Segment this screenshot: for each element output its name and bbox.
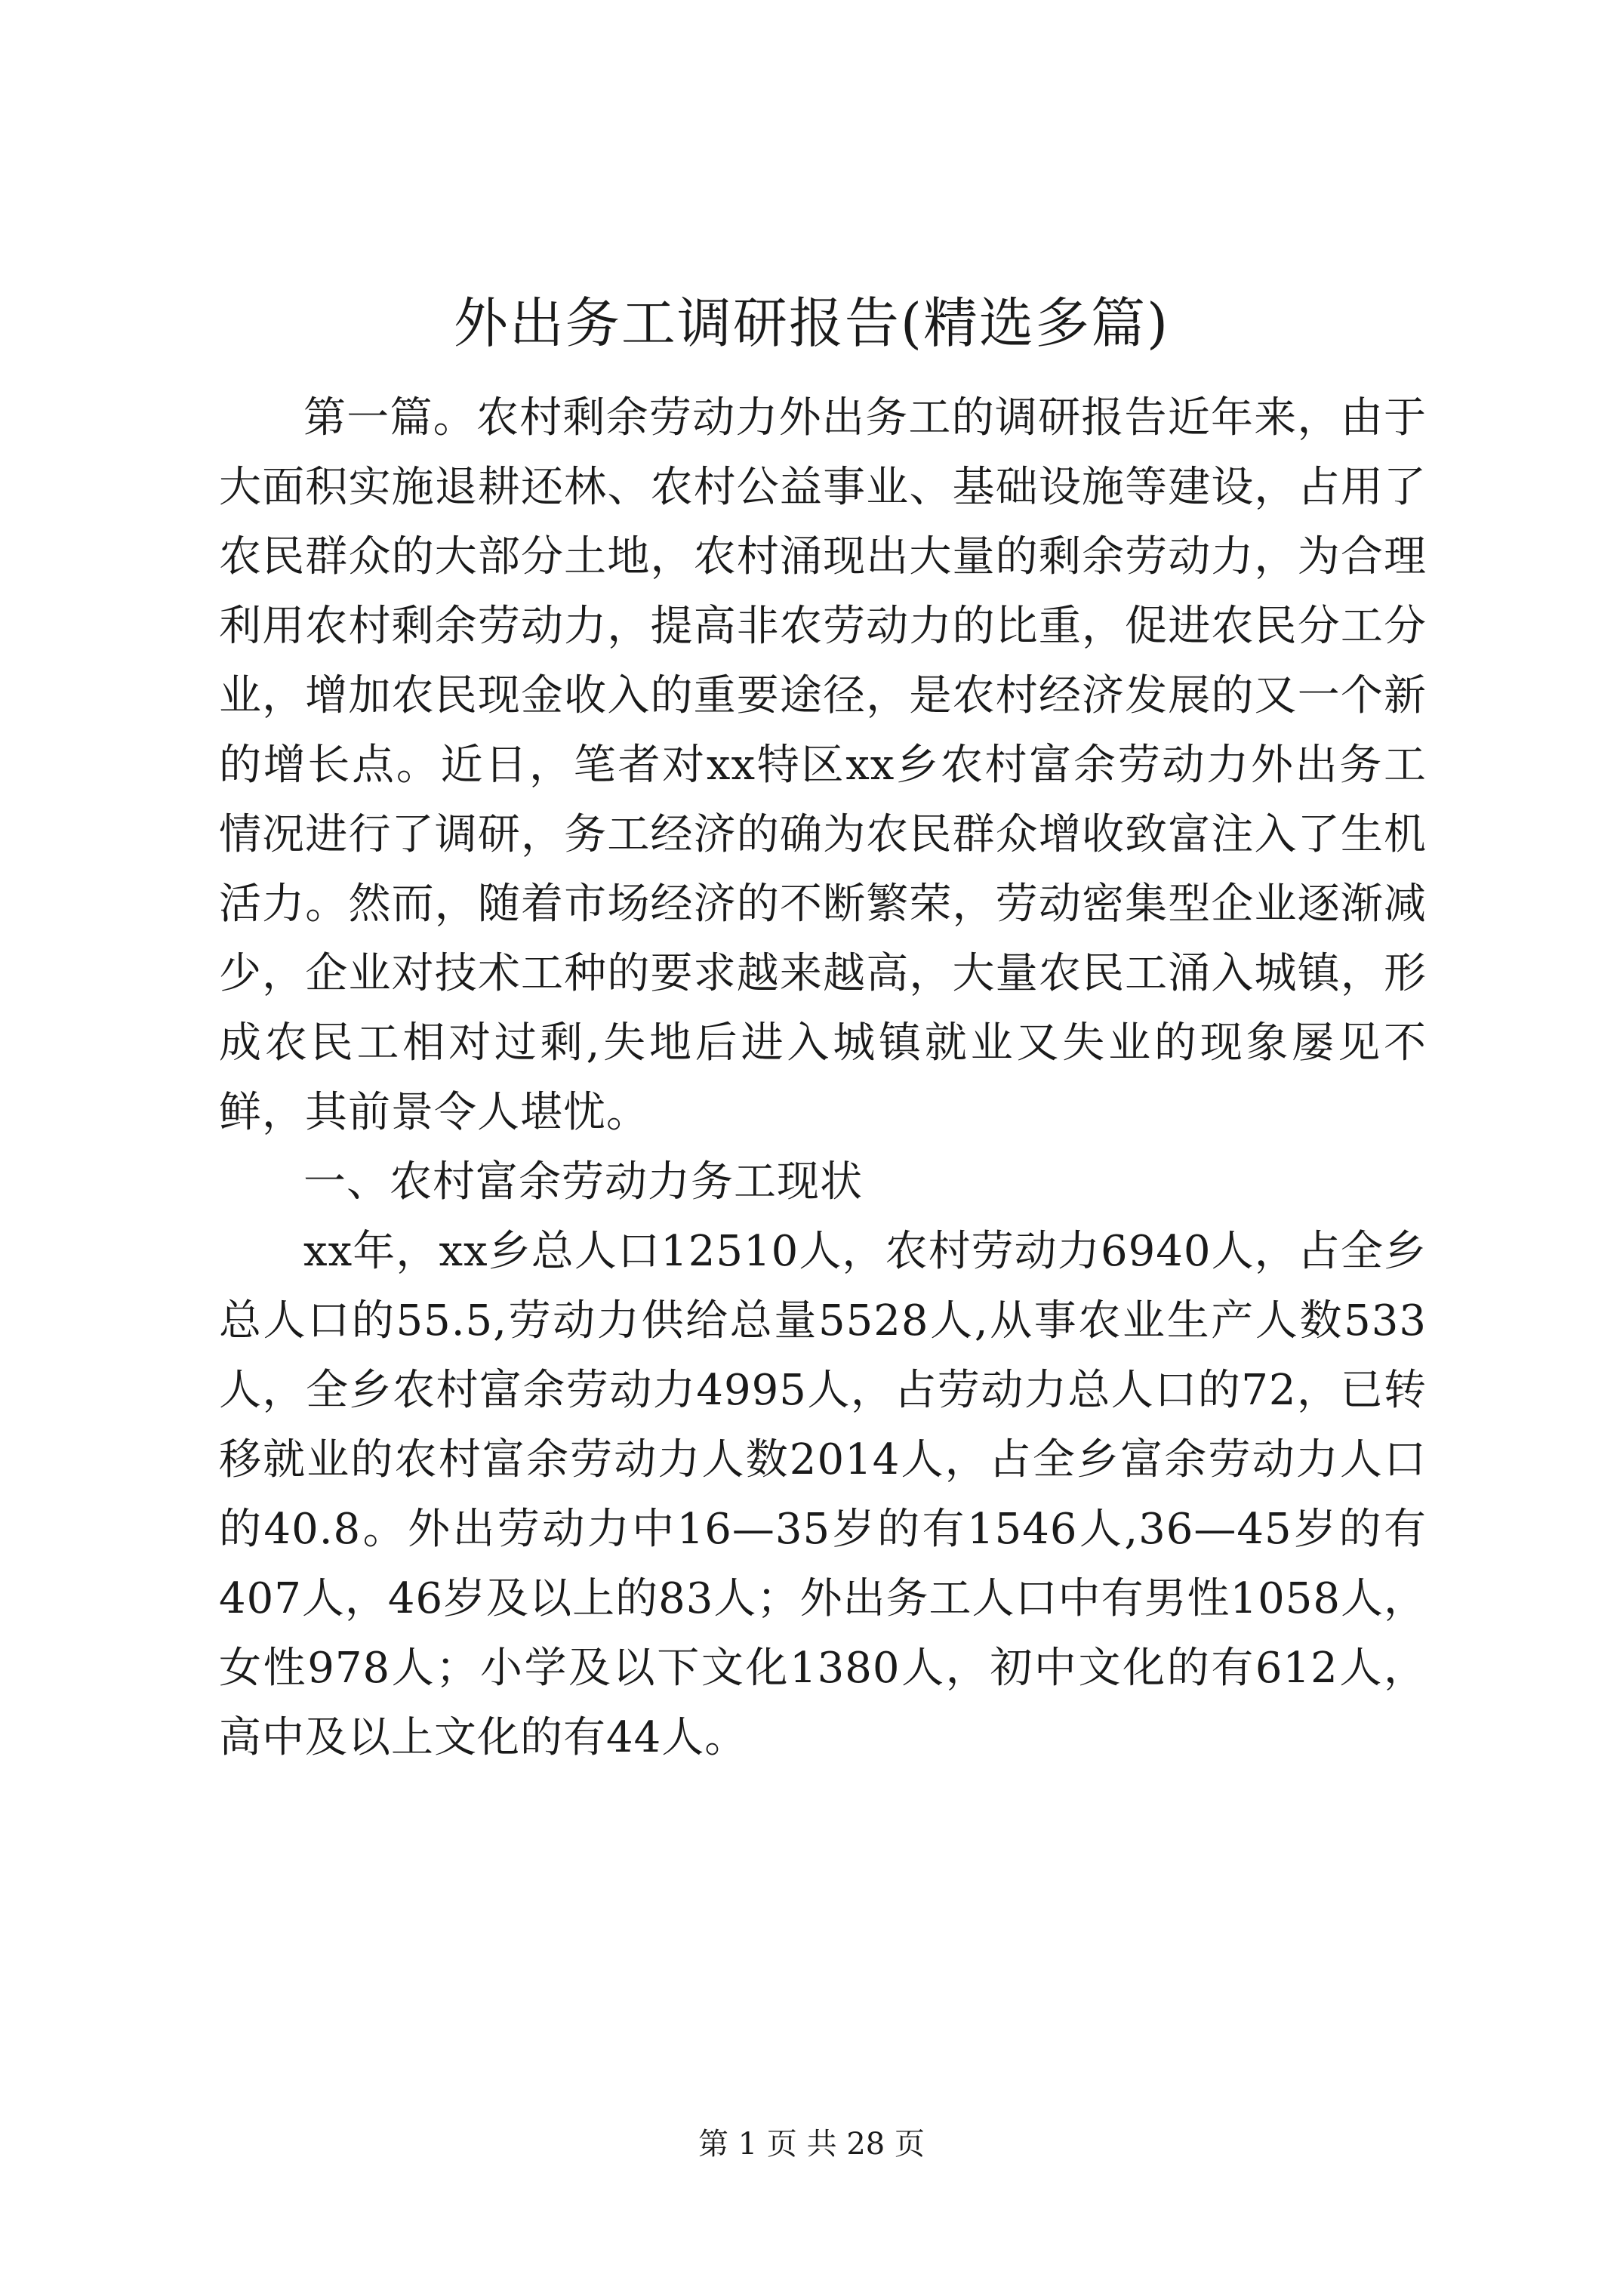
document-body — [219, 384, 1427, 1773]
page-number: 第 1 页 共 28 页 — [698, 2127, 925, 2162]
paragraph-intro: 第一篇。农村剩余劳动力外出务工的调研报告近年来，由于大面积实施退耕还林、农村公益事业、基础设施等建设，占用了农民群众的大部分土地，农村涌现出大量的剩余劳动力，为合理利用农村剩余劳动力，提高非农劳动力的比重，促进农民分工分业，增加农民现金收入的重要途径，是农村经济发展的又一个新的增长点。近日，笔者对xx特区xx乡农村富余劳动力外出务工情况进行了调研，务工经济的确为农民群众增收致富注入了生机活力。然而，随着市场经济的不断繁荣，劳动密集型企业逐渐减少，企业对技术工种的要求越来越高，大量农民工涌入城镇，形成农民工相对过剩,失地后进入城镇就业又失业的现象屡见不鲜，其前景令人堪忧。 — [219, 393, 1427, 1137]
document-title: 外出务工调研报告(精选多篇) — [453, 291, 1170, 355]
paragraph-statistics: xx年，xx乡总人口12510人，农村劳动力6940人，占全乡总人口的55.5,劳动力供给总量5528人,从事农业生产人数533人，全乡农村富余劳动力4995人，占劳动力总人口的72，已转移就业的农村富余劳动力人数2014人，占全乡富余劳动力人口的40.8。外出劳动力中16—35岁的有1546人,36—45岁的有407人，46岁及以上的83人；外出务工人口中有男性1058人，女性978人；小学及以下文化1380人，初中文化的有612人，高中及以上文化的有44人。 — [219, 1227, 1427, 1762]
section-heading: 一、农村富余劳动力务工现状 — [303, 1157, 863, 1207]
